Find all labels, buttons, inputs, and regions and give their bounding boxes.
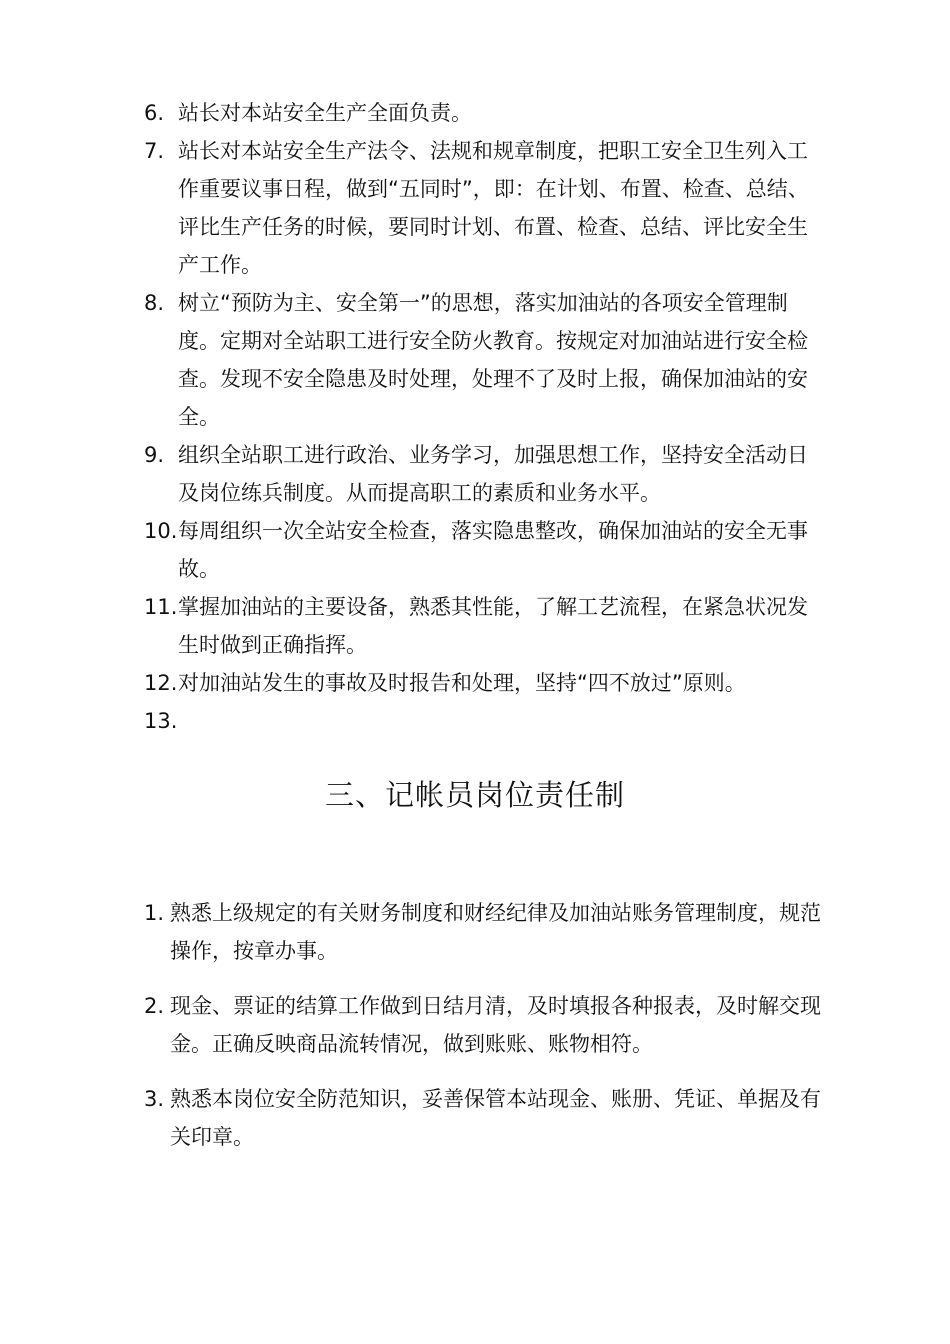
duty-list-bookkeeper bbox=[144, 894, 824, 1173]
list-item bbox=[144, 436, 824, 512]
duty-list-stationmaster bbox=[144, 94, 824, 740]
list-item-number: 12. bbox=[144, 671, 178, 695]
list-item-text: 站长对本站安全生产全面负责。 bbox=[178, 101, 472, 125]
list-item-text: 组织全站职工进行政治、业务学习，加强思想工作，坚持安全活动日及岗位练兵制度。从而提高职工的素质和业务水平。 bbox=[178, 443, 808, 505]
list-item-text: 树立“预防为主、安全第一”的思想，落实加油站的各项安全管理制度。定期对全站职工进行安全防火教育。按规定对加油站进行安全检查。发现不安全隐患及时处理，处理不了及时上报，确保加油站的安全。 bbox=[178, 291, 808, 429]
list-item-text: 掌握加油站的主要设备，熟悉其性能，了解工艺流程，在紧急状况发生时做到正确指挥。 bbox=[178, 595, 808, 657]
list-item bbox=[144, 664, 824, 702]
list-item-text bbox=[178, 702, 824, 740]
list-item-text: 熟悉本岗位安全防范知识，妥善保管本站现金、账册、凭证、单据及有关印章。 bbox=[170, 1087, 821, 1149]
list-item-text: 熟悉上级规定的有关财务制度和财经纪律及加油站账务管理制度，规范操作，按章办事。 bbox=[170, 901, 821, 963]
list-item-number: 8. bbox=[144, 291, 165, 315]
list-item-number: 6. bbox=[144, 101, 165, 125]
list-item-text: 站长对本站安全生产法令、法规和规章制度，把职工安全卫生列入工作重要议事日程，做到“五同时”，即：在计划、布置、检查、总结、评比生产任务的时候，要同时计划、布置、检查、总结、评比安全生产工作。 bbox=[178, 139, 809, 277]
list-item-number: 1. bbox=[144, 901, 165, 925]
list-item bbox=[144, 1080, 824, 1156]
list-item-text: 每周组织一次全站安全检查，落实隐患整改，确保加油站的安全无事故。 bbox=[178, 519, 808, 581]
list-item-text: 现金、票证的结算工作做到日结月清，及时填报各种报表，及时解交现金。正确反映商品流转情况，做到账账、账物相符。 bbox=[170, 994, 821, 1056]
list-item bbox=[144, 94, 824, 132]
list-item bbox=[144, 588, 824, 664]
list-item-number: 11. bbox=[144, 595, 178, 619]
list-item-text: 对加油站发生的事故及时报告和处理，坚持“四不放过”原则。 bbox=[178, 671, 746, 695]
list-item-number: 2. bbox=[144, 994, 165, 1018]
list-item-number: 10. bbox=[144, 519, 178, 543]
list-item-number: 7. bbox=[144, 139, 165, 163]
list-item-number: 13. bbox=[144, 709, 178, 733]
list-item-number: 3. bbox=[144, 1087, 165, 1111]
list-item bbox=[144, 987, 824, 1063]
list-item bbox=[144, 132, 824, 284]
list-item-number: 9. bbox=[144, 443, 165, 467]
section-title: 三、记帐员岗位责任制 bbox=[324, 778, 625, 812]
list-item bbox=[144, 512, 824, 588]
list-item bbox=[144, 284, 824, 436]
list-item bbox=[144, 702, 824, 740]
list-item bbox=[144, 894, 824, 970]
